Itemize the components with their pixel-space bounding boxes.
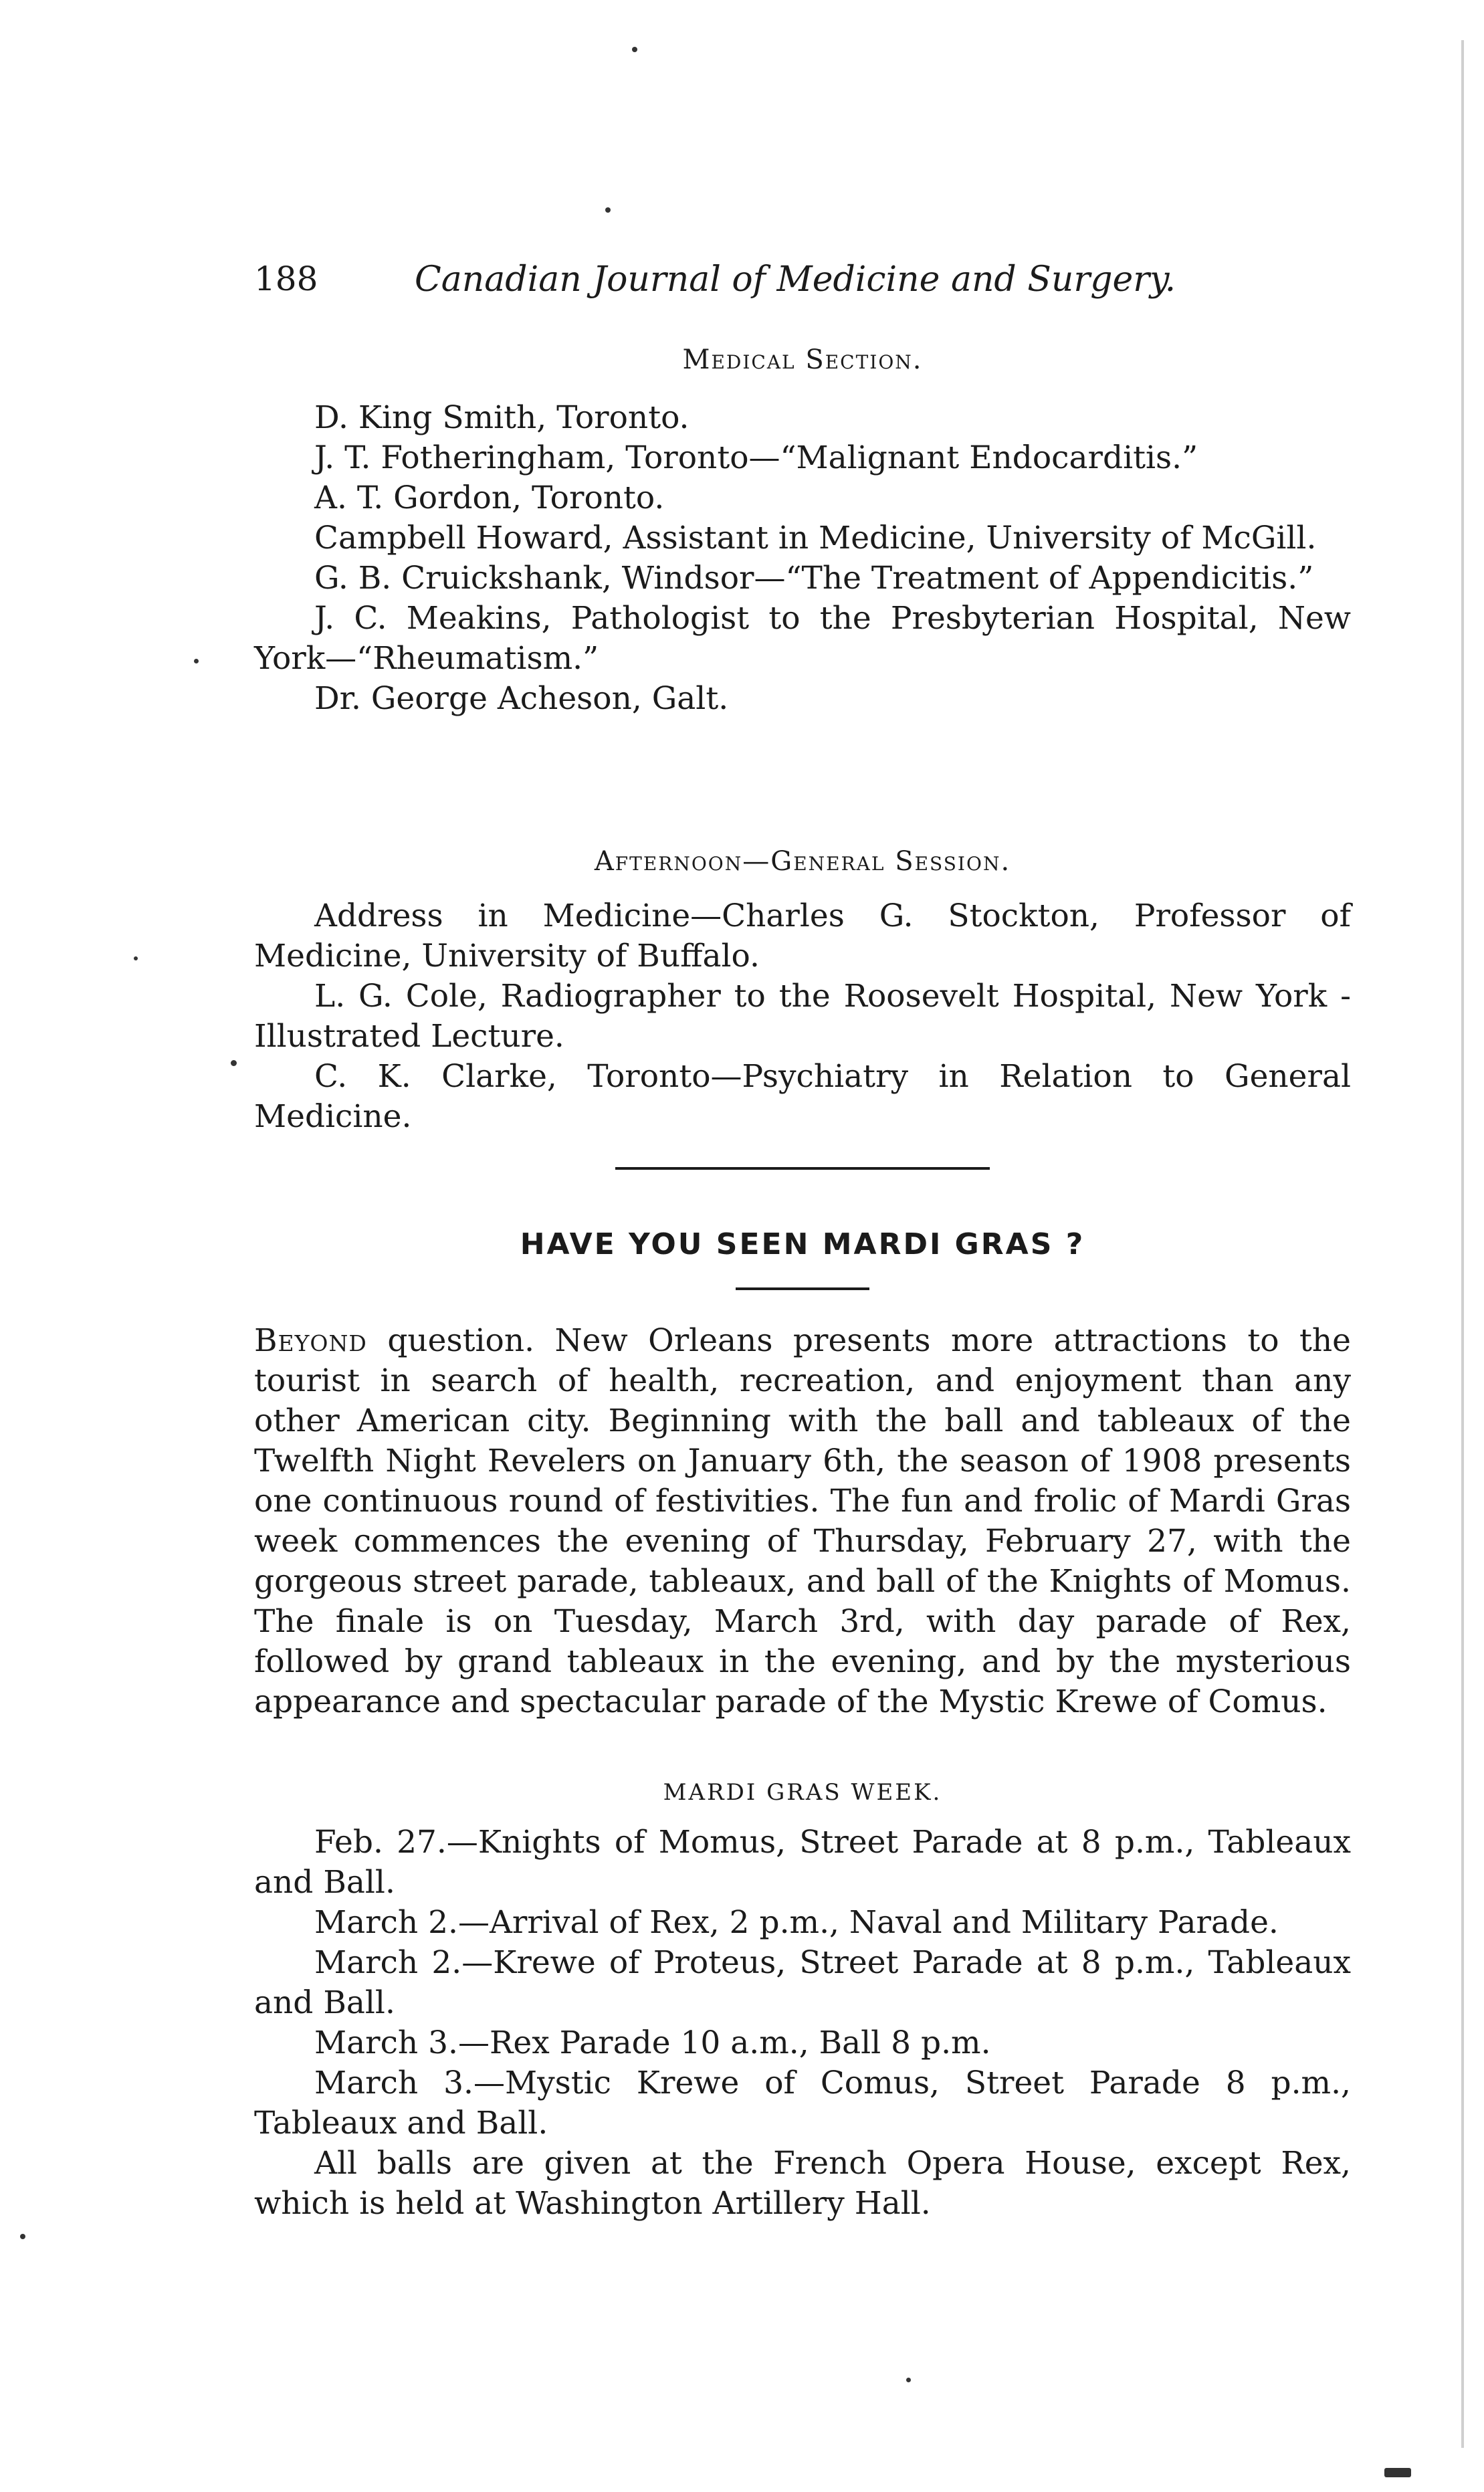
schedule-item: March 2.—Krewe of Proteus, Street Parade at 8 p.m., Tableaux and Ball. <box>254 1944 1351 2021</box>
medical-section-heading: Medical Section. <box>682 344 923 375</box>
afternoon-section-heading: Afternoon—General Session. <box>594 846 1011 877</box>
list-item: A. T. Gordon, Toronto. <box>314 480 665 516</box>
running-header <box>254 259 1351 320</box>
scan-speck <box>632 47 637 52</box>
journal-title: Canadian Journal of Medicine and Surgery. <box>415 259 1176 300</box>
list-item: J. T. Fotheringham, Toronto—“Malignant Endocarditis.” <box>314 439 1198 476</box>
schedule-item: March 2.—Arrival of Rex, 2 p.m., Naval and Military Parade. <box>314 1904 1279 1941</box>
scan-speck <box>134 956 138 960</box>
scan-speck <box>1384 2468 1411 2477</box>
scan-speck <box>231 1060 237 1066</box>
mardi-gras-week-heading: MARDI GRAS WEEK. <box>663 1779 942 1806</box>
schedule-item: All balls are given at the French Opera House, except Rex, which is held at Washington Artillery Hall. <box>254 2145 1351 2222</box>
lead-word: Beyond <box>254 1322 367 1359</box>
list-item: Dr. George Acheson, Galt. <box>314 680 729 717</box>
article-paragraph <box>254 1321 1351 1722</box>
list-item: G. B. Cruickshank, Windsor—“The Treatment of Appendicitis.” <box>314 560 1314 597</box>
list-item: C. K. Clarke, Toronto—Psychiatry in Relation to General Medicine. <box>254 1058 1351 1135</box>
title-underline-rule <box>736 1287 869 1290</box>
list-item: L. G. Cole, Radiographer to the Roosevelt Hospital, New York - Illustrated Lecture. <box>254 978 1351 1055</box>
scan-speck <box>605 207 611 213</box>
schedule-item: March 3.—Mystic Krewe of Comus, Street Parade 8 p.m., Tableaux and Ball. <box>254 2065 1351 2142</box>
schedule-item: March 3.—Rex Parade 10 a.m., Ball 8 p.m. <box>314 2024 991 2061</box>
scan-speck <box>906 2378 911 2382</box>
page-number: 188 <box>254 259 318 298</box>
list-item: Address in Medicine—Charles G. Stockton, Professor of Medicine, University of Buffalo. <box>254 898 1351 974</box>
schedule-list <box>254 1823 1351 2224</box>
scan-speck <box>20 2234 25 2239</box>
article-title: HAVE YOU SEEN MARDI GRAS ? <box>520 1227 1085 1261</box>
list-item: D. King Smith, Toronto. <box>314 399 690 436</box>
scan-speck <box>194 659 199 663</box>
medical-section-list <box>254 398 1351 719</box>
section-divider-rule <box>615 1167 990 1170</box>
schedule-item: Feb. 27.—Knights of Momus, Street Parade at 8 p.m., Tableaux and Ball. <box>254 1824 1351 1901</box>
list-item: J. C. Meakins, Pathologist to the Presbyterian Hospital, New York—“Rheumatism.” <box>254 600 1351 677</box>
page-edge-shadow <box>1461 40 1464 2448</box>
paragraph-text: question. New Orleans presents more attractions to the tourist in search of health, recreation, and enjoyment than any other American city. Beginning with the ball and tableaux of the Twelfth Night Revelers on January 6th, the season of 1908 presents one continuous round of festivities. The fun and frolic of Mardi Gras week commences the evening of Thursday, February 27, with the gorgeous street parade, tableaux, and ball of the Knights of Momus. The finale is on Tuesday, March 3rd, with day parade of Rex, followed by grand tableaux in the evening, and by the mysterious appearance and spectacular parade of the Mystic Krewe of Comus. <box>254 1322 1351 1720</box>
afternoon-section-list <box>254 896 1351 1137</box>
list-item: Campbell Howard, Assistant in Medicine, University of McGill. <box>314 520 1317 556</box>
article-body <box>254 1321 1351 1722</box>
